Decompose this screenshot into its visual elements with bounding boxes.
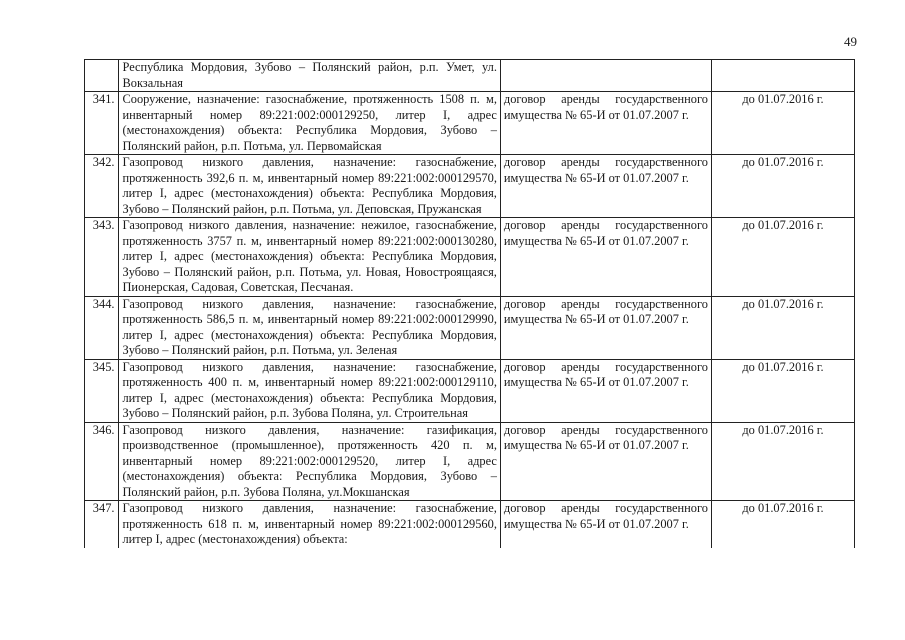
table-row [85,60,855,92]
property-table [84,59,855,548]
lease-basis [500,60,711,92]
table-row [85,501,855,548]
lease-basis: договор аренды государственного имущества № 65-И от 01.07.2007 г. [500,155,711,218]
property-description: Газопровод низкого давления, назначение: газоснабжение, протяженность 400 п. м, инвентарный номер 89:221:002:000129110, литер I, адрес (местонахождения) объекта: Республика Мордовия, Зубово – Полянский район, р.п. Зубова Поляна, ул. Строительная [119,359,500,422]
row-number: 346. [85,422,119,501]
lease-term: до 01.07.2016 г. [711,359,854,422]
lease-term: до 01.07.2016 г. [711,155,854,218]
page-number: 49 [844,34,857,49]
lease-basis: договор аренды государственного имущества № 65-И от 01.07.2007 г. [500,296,711,359]
lease-basis: договор аренды государственного имущества № 65-И от 01.07.2007 г. [500,92,711,155]
lease-basis: договор аренды государственного имущества № 65-И от 01.07.2007 г. [500,359,711,422]
row-number [85,60,119,92]
lease-term: до 01.07.2016 г. [711,422,854,501]
property-description: Газопровод низкого давления, назначение: газоснабжение, протяженность 586,5 п. м, инвентарный номер 89:221:002:000129990, литер I, адрес (местонахождения) объекта: Республика Мордовия, Зубово – Полянский район, р.п. Потьма, ул. Зеленая [119,296,500,359]
table-row [85,359,855,422]
property-description: Республика Мордовия, Зубово – Полянский район, р.п. Умет, ул. Вокзальная [119,60,500,92]
lease-term: до 01.07.2016 г. [711,501,854,548]
property-description: Газопровод низкого давления, назначение: газификация, производственное (промышленное), протяженность 420 п. м, инвентарный номер 89:221:002:000129520, литер I, адрес (местонахождения) объекта: Республика Мордовия, Зубово – Полянский район, р.п. Зубова Поляна, ул.Мокшанская [119,422,500,501]
lease-term: до 01.07.2016 г. [711,92,854,155]
lease-basis: договор аренды государственного имущества № 65-И от 01.07.2007 г. [500,218,711,297]
property-description: Газопровод низкого давления, назначение: нежилое, газоснабжение, протяженность 3757 п. м, инвентарный номер 89:221:002:000130280, литер I, адрес (местонахождения) объекта: Республика Мордовия, Зубово – Полянский район, р.п. Потьма, ул. Новая, Новостроящаяся, Пионерская, Садовая, Советская, Песчаная. [119,218,500,297]
lease-term [711,60,854,92]
lease-basis: договор аренды государственного имущества № 65-И от 01.07.2007 г. [500,501,711,548]
table-row [85,218,855,297]
property-description: Газопровод низкого давления, назначение: газоснабжение, протяженность 392,6 п. м, инвентарный номер 89:221:002:000129570, литер I, адрес (местонахождения) объекта: Республика Мордовия, Зубово – Полянский район, р.п. Потьма, ул. Деповская, Пружанская [119,155,500,218]
property-description: Газопровод низкого давления, назначение: газоснабжение, протяженность 618 п. м, инвентарный номер 89:221:002:000129560, литер I, адрес (местонахождения) объекта: [119,501,500,548]
row-number: 347. [85,501,119,548]
lease-basis: договор аренды государственного имущества № 65-И от 01.07.2007 г. [500,422,711,501]
property-description: Сооружение, назначение: газоснабжение, протяженность 1508 п. м, инвентарный номер 89:221:002:000129250, литер I, адрес (местонахождения) объекта: Республика Мордовия, Зубово – Полянский район, р.п. Потьма, ул. Первомайская [119,92,500,155]
table-row [85,155,855,218]
row-number: 342. [85,155,119,218]
lease-term: до 01.07.2016 г. [711,296,854,359]
row-number: 341. [85,92,119,155]
row-number: 345. [85,359,119,422]
row-number: 344. [85,296,119,359]
table-row [85,92,855,155]
table-row [85,296,855,359]
row-number: 343. [85,218,119,297]
table-row [85,422,855,501]
lease-term: до 01.07.2016 г. [711,218,854,297]
